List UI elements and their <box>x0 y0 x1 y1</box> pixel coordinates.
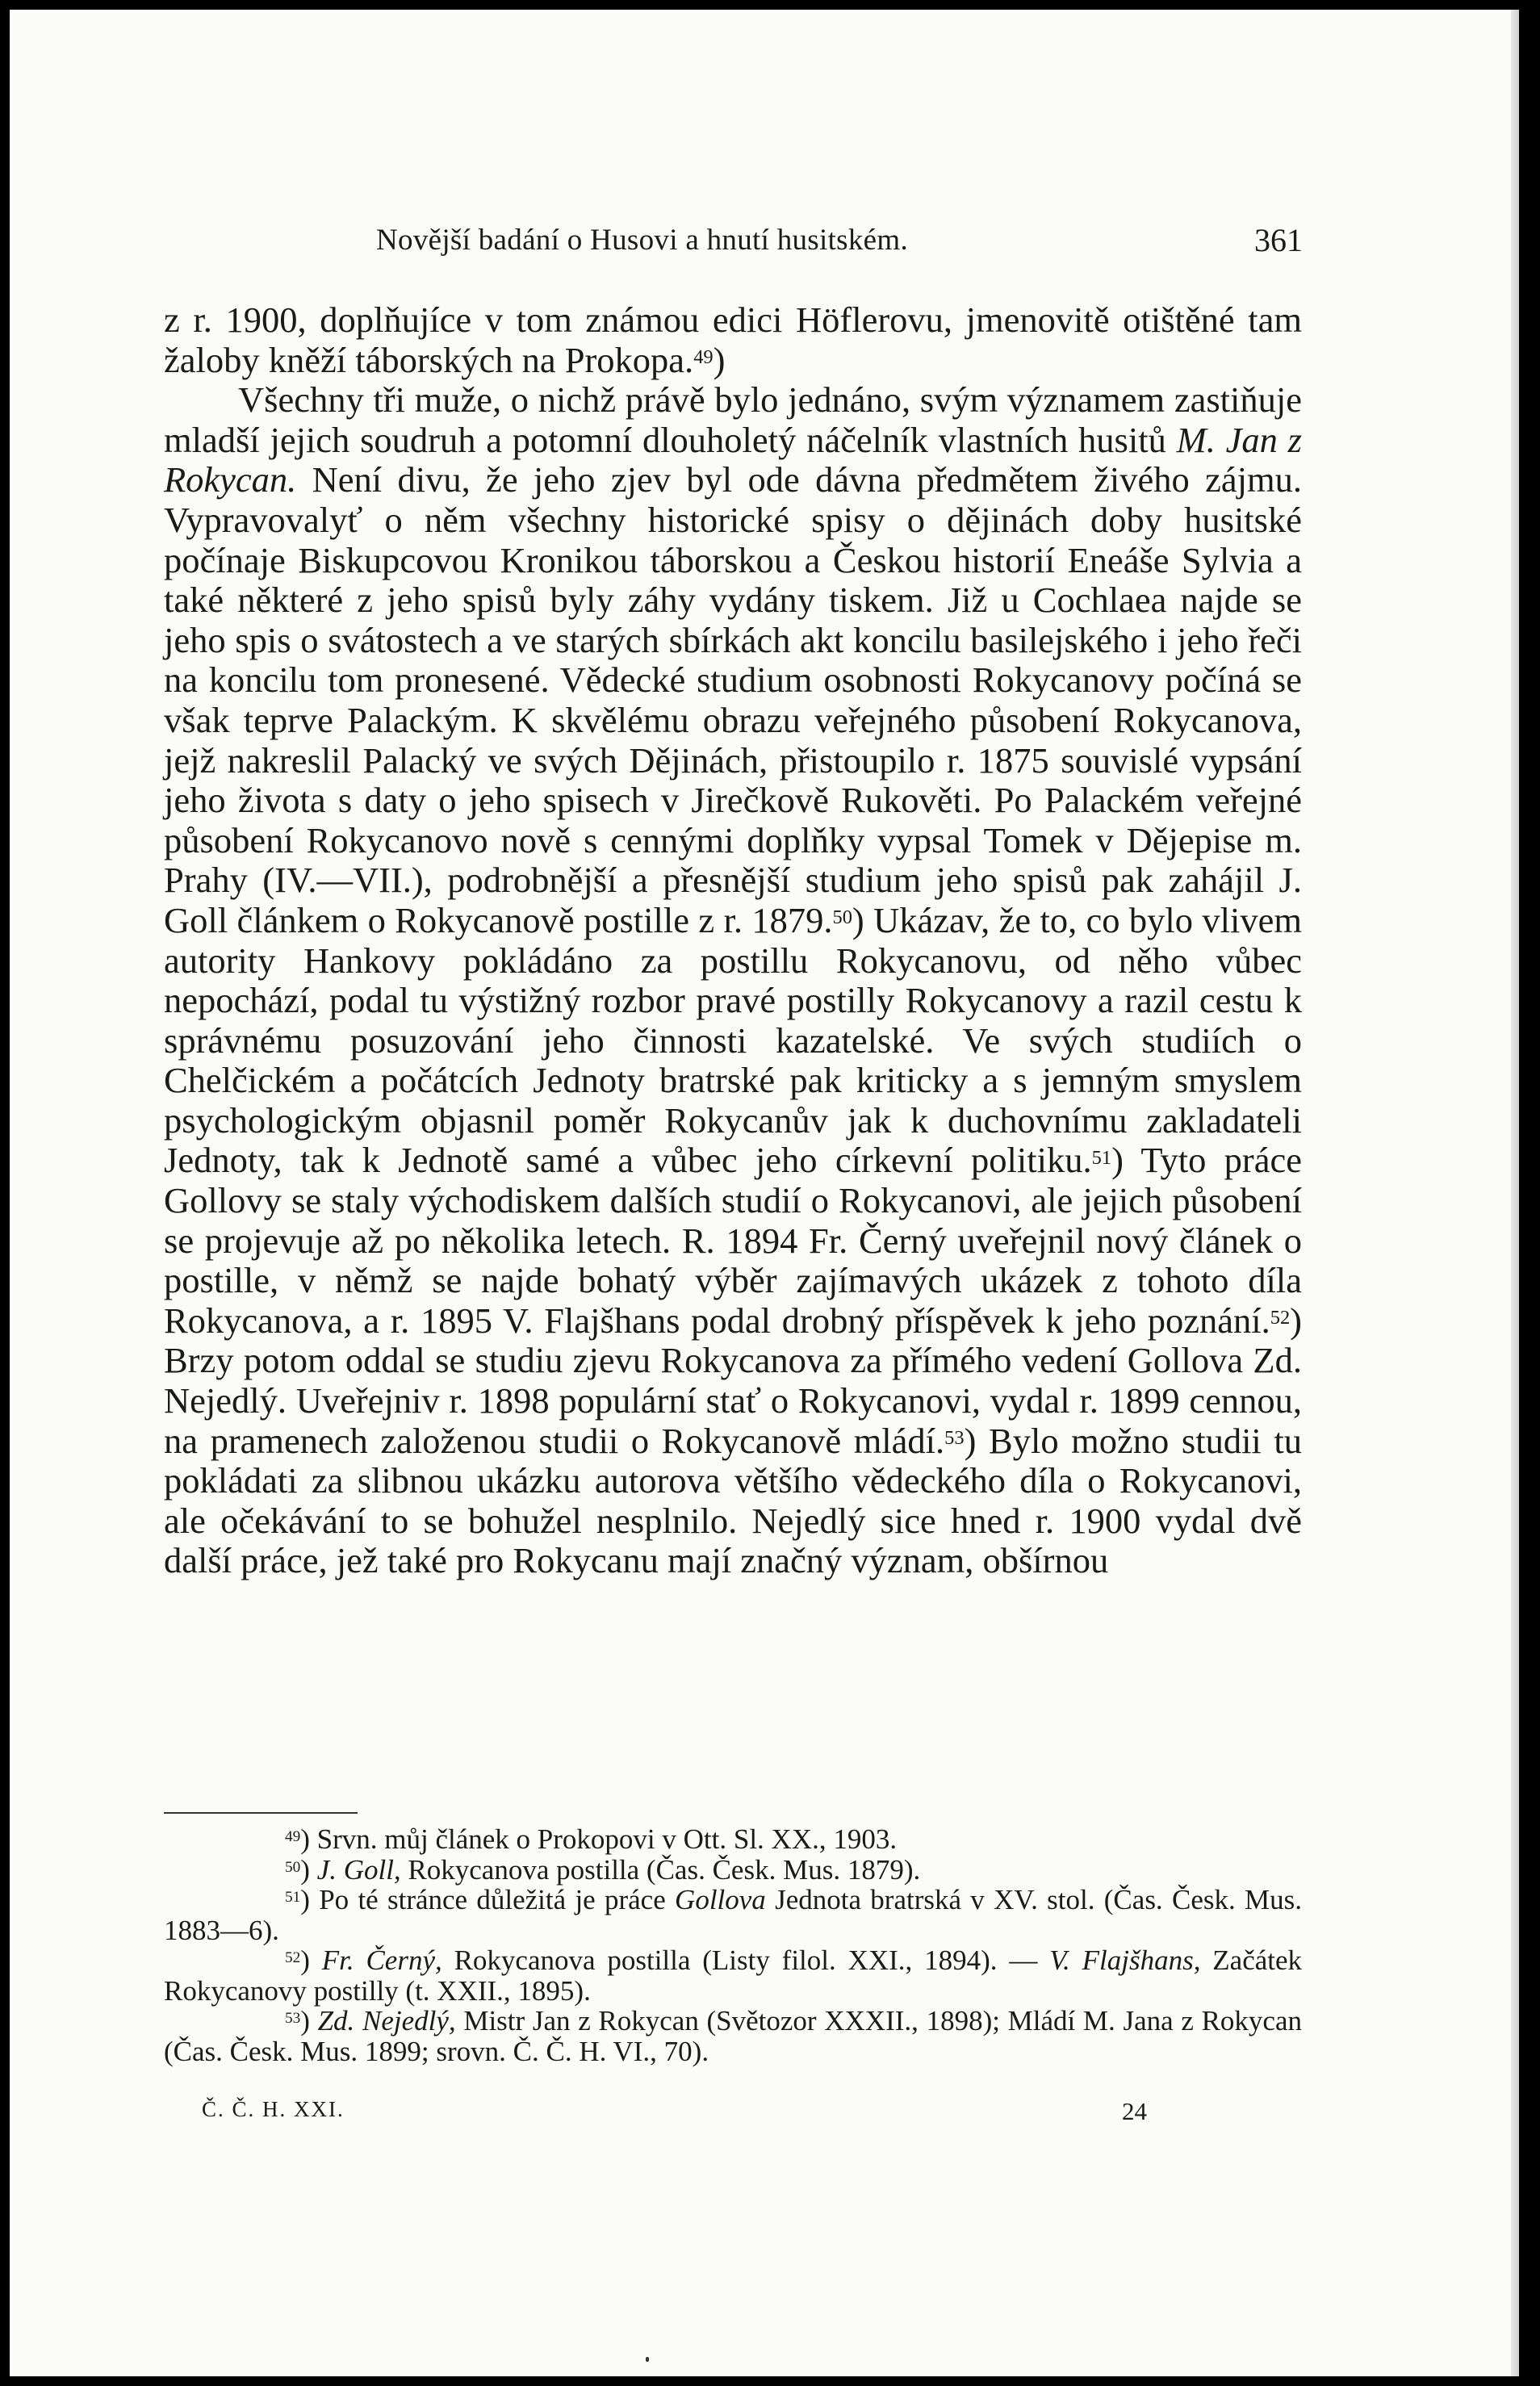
page-number: 361 <box>1254 222 1303 258</box>
footnote-ref-50: 50 <box>832 906 852 929</box>
footnote-rule <box>164 1812 358 1814</box>
footnote-51: $^{51}$) Po té stránce důležitá je práce Gollova Jednota bratrská v XV. stol. (Čas. Česk. Mus. 1883—6). <box>164 1884 1302 1946</box>
footnote-ref-51: 51 <box>1091 1146 1112 1169</box>
footnote-ref-49: 49 <box>693 345 714 368</box>
footnote-ref-53: 53 <box>944 1426 965 1449</box>
running-title: Novější badání o Husovi a hnutí husitském. <box>376 224 909 257</box>
footnote-50: $^{50}$) J. Goll, Rokycanova postilla (Čas. Česk. Mus. 1879). <box>285 1853 921 1886</box>
person-name: M. Jan z Rokycan. <box>164 419 1303 500</box>
sheet-number: 24 <box>1122 2097 1147 2125</box>
scan-speck <box>646 2357 649 2362</box>
page-edge <box>1511 10 1519 2376</box>
paragraph-rokycana: Všechny tři muže, o nichž právě bylo jednáno, svým významem zastiňuje mladší jejich soudruh a potomní dlouholetý náčelník vlastních husitů M. Jan z Rokycan. Není divu, že jeho zjev byl ode dávna předmětem živého zájmu. Vypravovalyť o něm všechny historické spisy o dějinách doby husitské počínaje Biskupcovou Kronikou táborskou a Českou historií Eneáše Sylvia a také některé z jeho spisů byly záhy vydány tiskem. Již u Cochlaea najde se jeho spis o svátostech a ve starých sbírkách akt koncilu basilejského i jeho řeči na koncilu tom pronesené. Vědecké studium osobnosti Rokycanovy počíná se však teprve Palackým. K skvělému obrazu veřejného působení Rokycanova, jejž nakreslil Palacký ve svých Dějinách, přistoupilo r. 1875 souvislé vypsání jeho života s daty o jeho spisech v Jirečkově Rukověti. Po Palackém veřejné působení Rokycanovo nově s cennými doplňky vypsal Tomek v Dějepise m. Prahy (IV.—VII.), podrobnější a přesnější studium jeho spisů pak zahájil J. Goll článkem o Rokycanově postille z r. 1879.50) Ukázav, že to, co bylo vlivem autority Hankovy pokládáno za postillu Rokycanovu, od něho vůbec nepochází, podal tu výstižný rozbor pravé postilly Rokycanovy a razil cestu k správnému posuzování jeho činnosti kazatelské. Ve svých studiích o Chelčickém a počátcích Jednoty bratrské pak kriticky a s jemným smyslem psychologickým objasnil poměr Rokycanův jak k duchovnímu zakladateli Jednoty, tak k Jednotě samé a vůbec jeho církevní politiku.$^{51}$) Tyto práce Gollovy se staly východiskem dalších studií o Rokycanovi, ale jejich působení se projevuje až po několika letech. R. 1894 Fr. Černý uveřejnil nový článek o postille, v němž se najde bohatý výběr zajímavých ukázek z tohoto díla Rokycanova, a r. 1895 V. Flajšhans podal drobný příspěvek k jeho poznání.$^{52}$) Brzy potom oddal se studiu zjevu Rokycanova za přímého vedení Gollova Zd. Nejedlý. Uveřejniv r. 1898 populární stať o Rokycanovi, vydal r. 1899 cennou, na pramenech založenou studii o Rokycanově mládí.$^{53}$) Bylo možno studii tu pokládati za slibnou ukázku autorova většího vědeckého díla o Rokycanovi, ale očekávání to se bohužel nesplnilo. Nejedlý sice hned r. 1900 vydal dvě další práce, jež také pro Rokycanu mají značný význam, obšírnou <box>164 379 1303 1581</box>
footnote-52: $^{52}$) Fr. Černý, Rokycanova postilla (Listy filol. XXI., 1894). — V. Flajšhans, Začátek Rokycanovy postilly (t. XXII., 1895). <box>164 1944 1303 2007</box>
printer-signature: Č. Č. H. XXI. <box>202 2097 345 2121</box>
running-header <box>376 213 1303 265</box>
main-text <box>164 300 1302 1581</box>
footnote-49: $^{49}$) Srvn. můj článek o Prokopovi v Ott. Sl. XX., 1903. <box>285 1823 898 1855</box>
footnote-53: $^{53}$) Zd. Nejedlý, Mistr Jan z Rokycan (Světozor XXXII., 1898); Mládí M. Jana z Rokycan (Čas. Česk. Mus. 1899; srovn. Č. Č. H. VI., 70). <box>164 2005 1302 2067</box>
paragraph-continuation: z r. 1900, doplňujíce v tom známou edici Höflerovu, jmenovitě otištěné tam žaloby kněží táborských na Prokopa.$^{49}$) <box>164 299 1302 380</box>
footnote-ref-52: 52 <box>1270 1307 1291 1329</box>
footnotes <box>164 1824 1302 2066</box>
